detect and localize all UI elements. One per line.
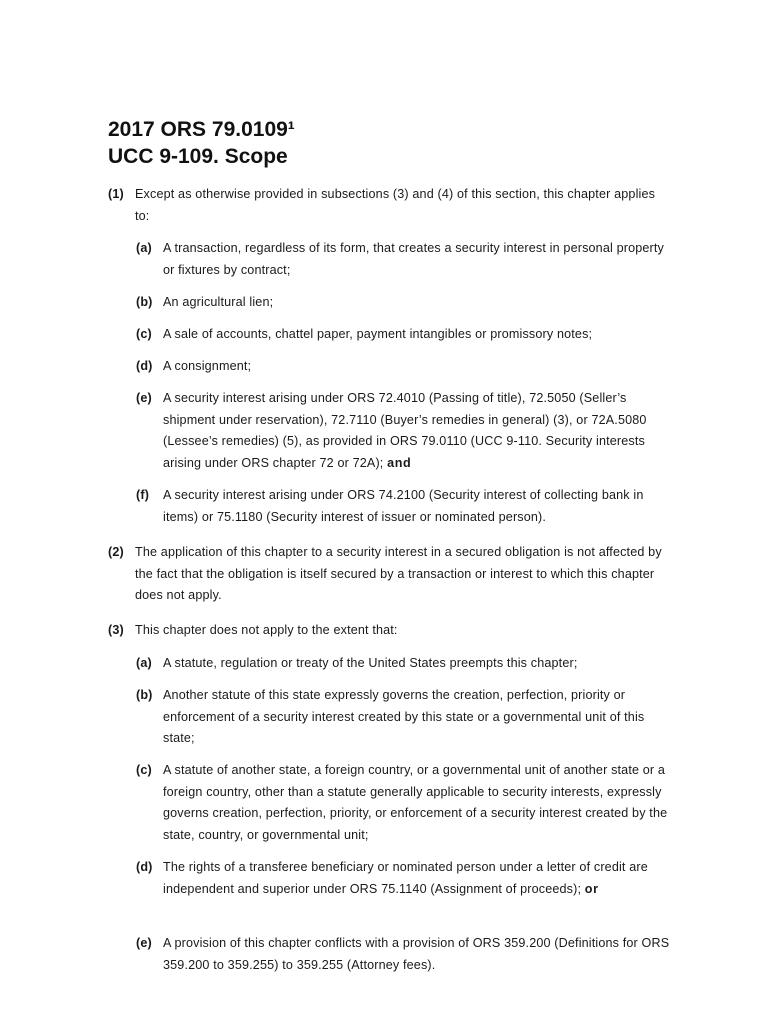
paragraph-label: (d) — [136, 860, 153, 874]
paragraph-1b — [136, 292, 676, 314]
paragraph-text: A transaction, regardless of its form, that creates a security interest in personal property or fixtures by contract; — [163, 241, 664, 277]
paragraph-text: A consignment; — [163, 359, 252, 373]
title-statute-number: 2017 ORS 79.0109¹ — [108, 118, 295, 141]
paragraph-label: (d) — [136, 359, 153, 373]
title-section-name: UCC 9-109. Scope — [108, 145, 288, 168]
subsection-2 — [108, 542, 668, 607]
paragraph-3e — [136, 933, 676, 976]
conjunction-or: or — [584, 881, 599, 896]
paragraph-label: (f) — [136, 488, 150, 502]
subsection-label: (1) — [108, 187, 124, 201]
subsection-text: The application of this chapter to a security interest in a secured obligation is not affected by the fact that the obligation is itself secured by a transaction or interest to which this chapter does not apply. — [135, 545, 662, 603]
paragraph-text: A provision of this chapter conflicts with a provision of ORS 359.200 (Definitions for ORS 359.200 to 359.255) to 359.255 (Attorney fees). — [163, 936, 670, 972]
paragraph-label: (a) — [136, 656, 152, 670]
paragraph-body: A security interest arising under ORS 72.4010 (Passing of title), 72.5050 (Seller’s shipment under reservation), 72.7110 (Buyer’s remedies in general) (3), or 72A.5080 (Lessee’s remedies) (5), as provided in ORS 79.0110 (UCC 9-110. Security interests arising under ORS chapter 72 or 72A); — [163, 391, 647, 470]
paragraph-label: (b) — [136, 688, 153, 702]
conjunction-and: and — [387, 455, 412, 470]
paragraph-label: (e) — [136, 391, 152, 405]
paragraph-text — [163, 388, 676, 474]
paragraph-1a — [136, 238, 676, 281]
paragraph-label: (c) — [136, 763, 152, 777]
subsection-1 — [108, 184, 668, 227]
paragraph-1d — [136, 356, 676, 378]
subsection-label: (3) — [108, 623, 124, 637]
paragraph-text: A security interest arising under ORS 74.2100 (Security interest of collecting bank in items) or 75.1180 (Security interest of issuer or nominated person). — [163, 488, 644, 524]
paragraph-3b — [136, 685, 676, 750]
subsection-text: This chapter does not apply to the extent that: — [135, 623, 398, 637]
paragraph-3c — [136, 760, 676, 846]
subsection-label: (2) — [108, 545, 124, 559]
paragraph-3a — [136, 653, 676, 675]
paragraph-1f — [136, 485, 676, 528]
document-title — [108, 116, 295, 170]
paragraph-label: (e) — [136, 936, 152, 950]
paragraph-text: A sale of accounts, chattel paper, payment intangibles or promissory notes; — [163, 327, 593, 341]
paragraph-text — [163, 857, 676, 900]
paragraph-text: A statute of another state, a foreign country, or a governmental unit of another state or a foreign country, other than a statute generally applicable to security interests, expressly governs creation, perfection, priority, or enforcement of a security interest created by the state, country, or governmental unit; — [163, 763, 668, 842]
paragraph-body: The rights of a transferee beneficiary or nominated person under a letter of credit are independent and superior under ORS 75.1140 (Assignment of proceeds); — [163, 860, 648, 896]
paragraph-text: A statute, regulation or treaty of the United States preempts this chapter; — [163, 656, 578, 670]
paragraph-1e — [136, 388, 676, 474]
subsection-3 — [108, 620, 668, 642]
paragraph-label: (c) — [136, 327, 152, 341]
paragraph-label: (a) — [136, 241, 152, 255]
subsection-text: Except as otherwise provided in subsections (3) and (4) of this section, this chapter applies to: — [135, 187, 656, 223]
paragraph-text: Another statute of this state expressly governs the creation, perfection, priority or enforcement of a security interest created by this state or a governmental unit of this state; — [163, 688, 645, 746]
paragraph-3d — [136, 857, 676, 900]
paragraph-text: An agricultural lien; — [163, 295, 274, 309]
paragraph-label: (b) — [136, 295, 153, 309]
paragraph-1c — [136, 324, 676, 346]
